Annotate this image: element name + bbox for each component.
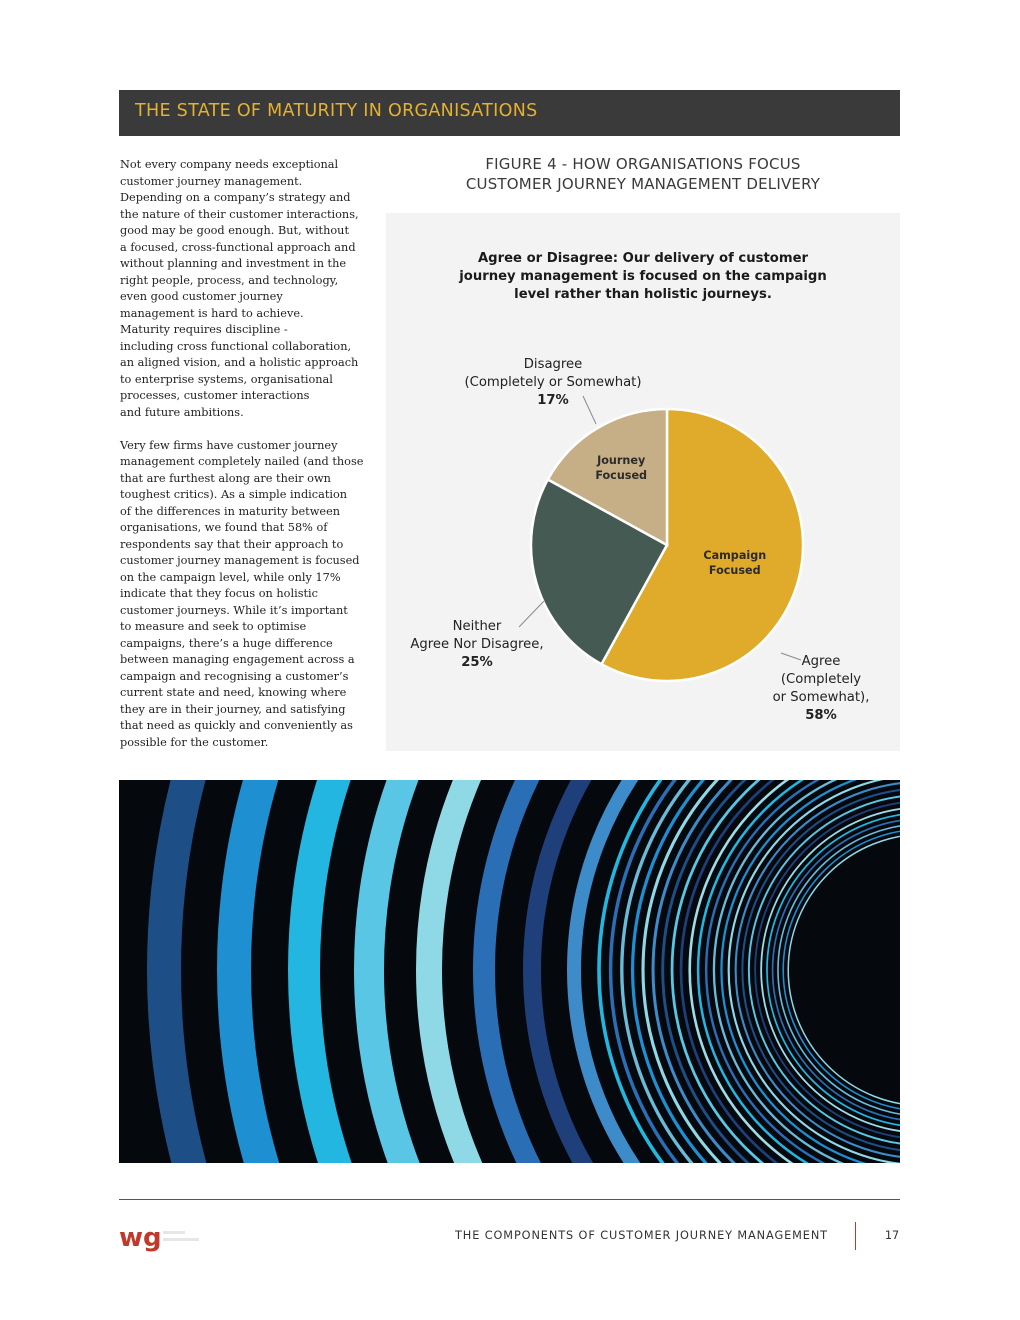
- paragraph-2-line: current state and need, knowing where: [120, 686, 347, 699]
- pie-leader-line: [519, 601, 544, 627]
- logo-wordmark-line: [163, 1231, 185, 1234]
- pie-slice-value-label: 17%: [537, 393, 569, 408]
- paragraph-1-line: the nature of their customer interactions,: [120, 207, 359, 221]
- paragraph-1-line: Not every company needs exceptional: [120, 158, 339, 171]
- paragraph-1: [120, 157, 370, 421]
- paragraph-1-line: without planning and investment in the: [120, 257, 347, 270]
- section-header-bar: [119, 90, 900, 136]
- footer-rule: [119, 1199, 900, 1200]
- pie-slice-value-label: 58%: [805, 708, 837, 723]
- paragraph-2-line: that are furthest along are their own: [120, 471, 331, 485]
- pie-slice-inner-label: Focused: [595, 469, 648, 483]
- pie-slice-label: (Completely: [780, 672, 862, 687]
- paragraph-2-line: indicate that they focus on holistic: [120, 587, 318, 600]
- pie-slice-label: (Completely or Somewhat): [464, 375, 642, 390]
- paragraph-1-line: a focused, cross-functional approach and: [120, 240, 356, 254]
- paragraph-1-line: good may be good enough. But, without: [120, 224, 349, 237]
- chart-title-line: Agree or Disagree: Our delivery of customer: [477, 251, 809, 266]
- paragraph-1-line: and future ambitions.: [120, 405, 244, 419]
- paragraph-2-line: campaigns, there’s a huge difference: [120, 636, 333, 650]
- paragraph-2-line: possible for the customer.: [120, 735, 269, 749]
- chart-panel: [386, 213, 900, 751]
- paragraph-2: [120, 438, 370, 752]
- chart-title-line: level rather than holistic journeys.: [514, 287, 772, 302]
- pie-slice-value-label: 25%: [461, 655, 493, 670]
- paragraph-1-line: to enterprise systems, organisational: [120, 372, 333, 386]
- paragraph-2-line: customer journeys. While it’s important: [120, 603, 348, 617]
- pie-slice-inner-label: Campaign: [703, 548, 767, 562]
- paragraph-2-line: of the differences in maturity between: [120, 504, 341, 518]
- pie-slice-label: or Somewhat),: [772, 690, 870, 705]
- paragraph-1-line: processes, customer interactions: [120, 389, 310, 402]
- paragraph-1-line: including cross functional collaboration,: [120, 339, 352, 353]
- pie-slice-inner-label: Journey: [597, 454, 646, 468]
- paragraph-1-line: Depending on a company’s strategy and: [120, 191, 351, 204]
- paragraph-2-line: Very few firms have customer journey: [120, 438, 338, 452]
- page-number: 17: [884, 1229, 900, 1242]
- logo-wordmark-line: [163, 1238, 199, 1241]
- figure-title-line-1: FIGURE 4 - HOW ORGANISATIONS FOCUS: [485, 155, 801, 173]
- figure-title-line-2: CUSTOMER JOURNEY MANAGEMENT DELIVERY: [465, 175, 821, 193]
- paragraph-2-line: to measure and seek to optimise: [120, 620, 307, 633]
- pie-slice-label: Neither: [452, 619, 502, 634]
- paragraph-1-line: right people, process, and technology,: [120, 273, 339, 287]
- paragraph-2-line: between managing engagement across a: [120, 653, 355, 666]
- paragraph-2-line: campaign and recognising a customer’s: [120, 669, 349, 683]
- pie-leader-line: [781, 653, 801, 660]
- paragraph-2-line: they are in their journey, and satisfying: [120, 702, 346, 716]
- pie-slice-inner-label: Focused: [708, 563, 761, 577]
- paragraph-2-line: organisations, we found that 58% of: [120, 521, 328, 534]
- logo-mark: wg: [119, 1224, 162, 1253]
- paragraph-2-line: management completely nailed (and those: [120, 455, 364, 468]
- section-title: THE STATE OF MATURITY IN ORGANISATIONS: [135, 101, 538, 121]
- pie-chart: [386, 213, 900, 751]
- pie-slice-label: Disagree: [523, 357, 583, 372]
- body-text: [120, 157, 370, 768]
- paragraph-1-line: an aligned vision, and a holistic approach: [120, 356, 359, 369]
- paragraph-1-line: Maturity requires discipline -: [120, 323, 288, 336]
- pie-leader-line: [583, 396, 596, 424]
- pie-slice-label: Agree: [801, 654, 841, 669]
- paragraph-2-line: that need as quickly and conveniently as: [120, 719, 353, 732]
- paragraph-1-line: management is hard to achieve.: [120, 306, 304, 320]
- paragraph-1-line: customer journey management.: [120, 174, 303, 188]
- footer-title: THE COMPONENTS OF CUSTOMER JOURNEY MANAGEMENT: [455, 1229, 828, 1242]
- paragraph-2-line: respondents say that their approach to: [120, 537, 344, 551]
- footer-divider: [855, 1222, 856, 1250]
- paragraph-2-line: customer journey management is focused: [120, 554, 360, 567]
- pie-slice-label: Agree Nor Disagree,: [410, 637, 544, 652]
- paragraph-1-line: even good customer journey: [120, 290, 283, 303]
- chart-title-line: journey management is focused on the campaign: [459, 269, 827, 284]
- wg-logo: [119, 1224, 209, 1258]
- figure-title: [386, 154, 900, 194]
- decorative-rings-banner: [119, 780, 900, 1163]
- paragraph-2-line: toughest critics). As a simple indication: [120, 488, 348, 501]
- paragraph-2-line: on the campaign level, while only 17%: [120, 570, 341, 584]
